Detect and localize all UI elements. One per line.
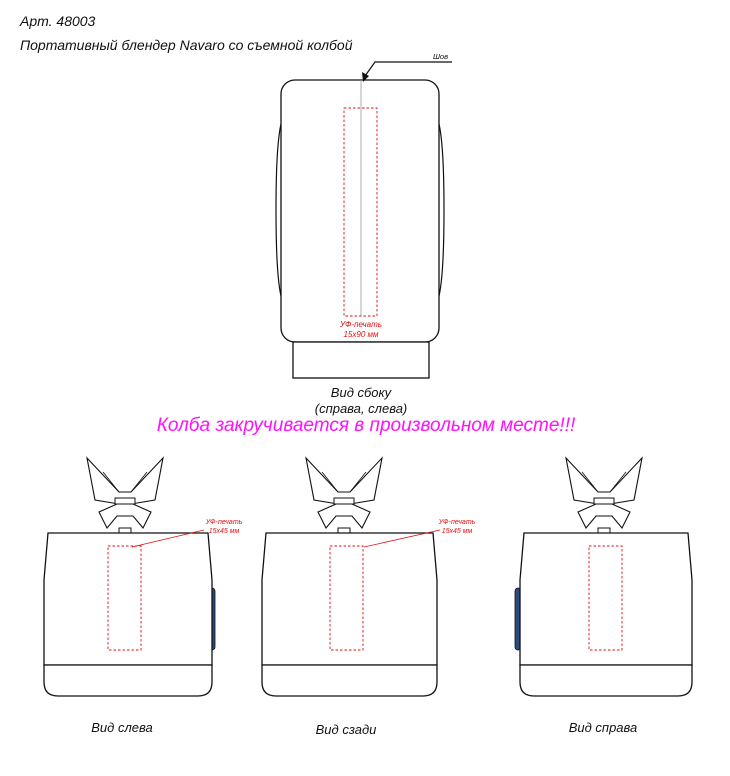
back-print-label-1: УФ-печать: [438, 519, 476, 526]
warning-text: Колба закручивается в произвольном месте!!!: [156, 415, 576, 436]
right-view-base: [520, 665, 692, 696]
back-view-body: [262, 533, 437, 665]
left-view-drawing: [44, 458, 243, 735]
left-print-label-1: УФ-печать: [205, 519, 243, 526]
side-view-drawing: [276, 52, 452, 416]
back-view-base: [262, 665, 437, 696]
side-view-caption-sub: (справа, слева): [314, 401, 408, 416]
right-view-caption: Вид справа: [568, 720, 638, 735]
side-print-label-1: УФ-печать: [340, 320, 382, 329]
left-view-body: [44, 533, 212, 665]
back-view-drawing: [262, 458, 476, 737]
left-print-label-2: 15х45 мм: [208, 528, 240, 535]
back-print-label-2: 15х45 мм: [441, 528, 473, 535]
left-view-base: [44, 665, 212, 696]
side-view-base: [293, 342, 429, 378]
side-view-caption: Вид сбоку: [330, 385, 392, 400]
seam-callout: [365, 62, 452, 76]
back-view-caption: Вид сзади: [315, 722, 377, 737]
side-print-label-2: 15х90 мм: [343, 330, 379, 339]
side-view-body: [281, 80, 439, 342]
left-view-caption: Вид слева: [91, 720, 153, 735]
article-number: Арт. 48003: [20, 13, 96, 29]
seam-label: Шов: [433, 52, 448, 61]
right-view-drawing: [515, 458, 692, 735]
product-title: Портативный блендер Navaro со съемной колбой: [20, 37, 353, 53]
right-view-body: [520, 533, 692, 665]
